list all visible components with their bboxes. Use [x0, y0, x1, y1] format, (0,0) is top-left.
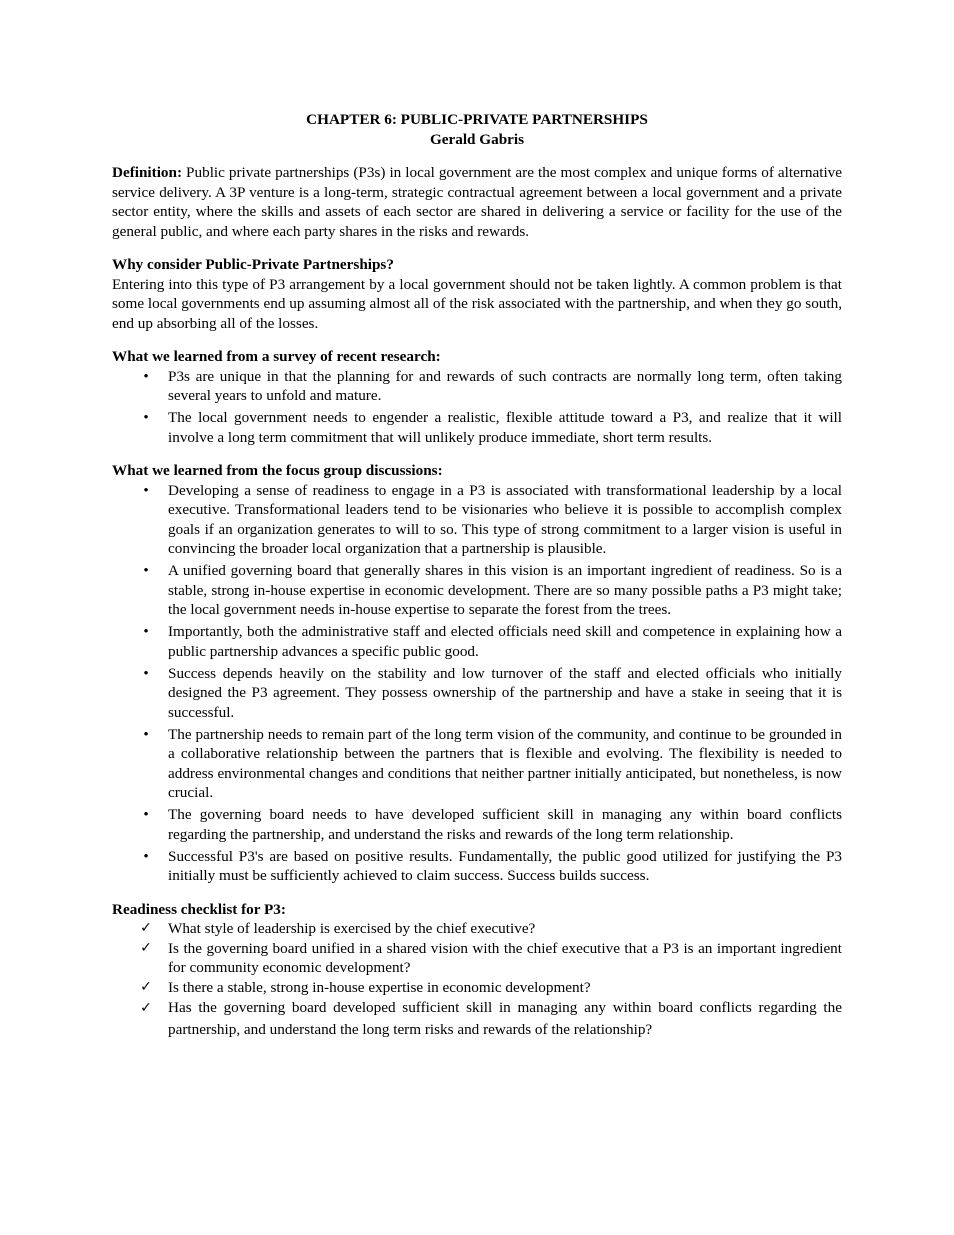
why-text: Entering into this type of P3 arrangement by a local government should not be taken lightly. A common problem is that some local governments end up assuming almost all of the risk associated with the partnership, and when they go south, end up absorbing all of the losses. — [112, 275, 842, 332]
checkmark-icon: ✓ — [140, 1000, 152, 1016]
why-heading: Why consider Public-Private Partnerships? — [112, 256, 394, 273]
author-name: Gerald Gabris — [429, 130, 525, 148]
definition-paragraph — [112, 163, 842, 241]
list-item: • The partnership needs to remain part of the long term vision of the community, and continue to be grounded in a collaborative relationship between the partners that is flexible and evolving. The flexibility is needed to address environmental changes and conditions that neither partner initially anticipated, but nonetheless, is now crucial. — [112, 725, 842, 803]
checklist — [112, 919, 842, 1041]
bullet-icon: • — [143, 664, 149, 682]
research-list — [112, 367, 842, 448]
bullet-icon: • — [143, 623, 149, 640]
focus-list — [112, 481, 842, 886]
research-heading: What we learned from a survey of recent research: — [112, 348, 441, 365]
list-item: • The governing board needs to have developed sufficient skill in managing any within board conflicts regarding the partnership, and understand the risks and rewards of the long term relationship. — [112, 805, 842, 844]
list-item: ✓ Has the governing board developed sufficient skill in managing any within board conflicts regarding the partnership, and understand the long term risks and rewards of the relationship? — [140, 999, 842, 1038]
checkmark-icon: ✓ — [140, 939, 152, 956]
list-item: ✓ What style of leadership is exercised by the chief executive? — [140, 920, 536, 937]
list-item: • Developing a sense of readiness to engage in a P3 is associated with transformational leadership by a local executive. Transformational leaders tend to be visionaries who believe it is possible to accomplish complex goals if an organization generates to will to so. This type of strong commitment to a larger vision is useful in convincing the broader local organization that a partnership is plausible. — [112, 481, 842, 559]
list-item: ✓ Is the governing board unified in a shared vision with the chief executive that a P3 is an important ingredient for community economic development? — [140, 939, 842, 976]
list-item: ✓ Is there a stable, strong in-house expertise in economic development? — [140, 978, 591, 996]
focus-heading: What we learned from the focus group discussions: — [112, 462, 443, 479]
bullet-icon: • — [143, 806, 149, 823]
bullet-icon: • — [143, 481, 149, 499]
list-item: • Importantly, both the administrative staff and elected officials need skill and competence in explaining how a public partnership advances a specific public good. — [112, 622, 842, 661]
bullet-icon: • — [143, 367, 149, 385]
list-item: • A unified governing board that generally shares in this vision is an important ingredient of readiness. So is a stable, strong in-house expertise in economic development. There are so many possible paths a P3 might take; the local government needs in-house expertise to separate the forest from the trees. — [112, 561, 842, 620]
chapter-title: CHAPTER 6: PUBLIC-PRIVATE PARTNERSHIPS — [306, 111, 648, 128]
list-item: • The local government needs to engender a realistic, flexible attitude toward a P3, and realize that it will involve a long term commitment that will unlikely produce immediate, short term results. — [112, 408, 842, 447]
bullet-icon: • — [143, 562, 149, 579]
list-item: • Success depends heavily on the stability and low turnover of the staff and elected officials who initially designed the P3 agreement. They possess ownership of the partnership and have a stake in seeing that it is successful. — [112, 664, 842, 723]
bullet-icon: • — [143, 847, 149, 865]
document-page — [112, 110, 842, 1041]
definition-label: Definition: — [112, 164, 183, 181]
definition-text: Public private partnerships (P3s) in local government are the most complex and unique forms of alternative service delivery. A 3P venture is a long-term, strategic contractual agreement between a local government and a private sector entity, where the skills and assets of each sector are shared in delivering a service or facility for the use of the general public, and where each party shares in the risks and rewards. — [112, 164, 842, 240]
checkmark-icon: ✓ — [140, 978, 152, 995]
checklist-heading: Readiness checklist for P3: — [112, 900, 286, 918]
list-item: • P3s are unique in that the planning for and rewards of such contracts are normally long term, often taking several years to unfold and mature. — [112, 367, 842, 406]
bullet-icon: • — [143, 409, 149, 426]
checkmark-icon: ✓ — [140, 920, 152, 936]
bullet-icon: • — [143, 725, 149, 743]
list-item: • Successful P3's are based on positive results. Fundamentally, the public good utilized for justifying the P3 initially must be sufficiently achieved to claim success. Success builds success. — [112, 847, 842, 886]
